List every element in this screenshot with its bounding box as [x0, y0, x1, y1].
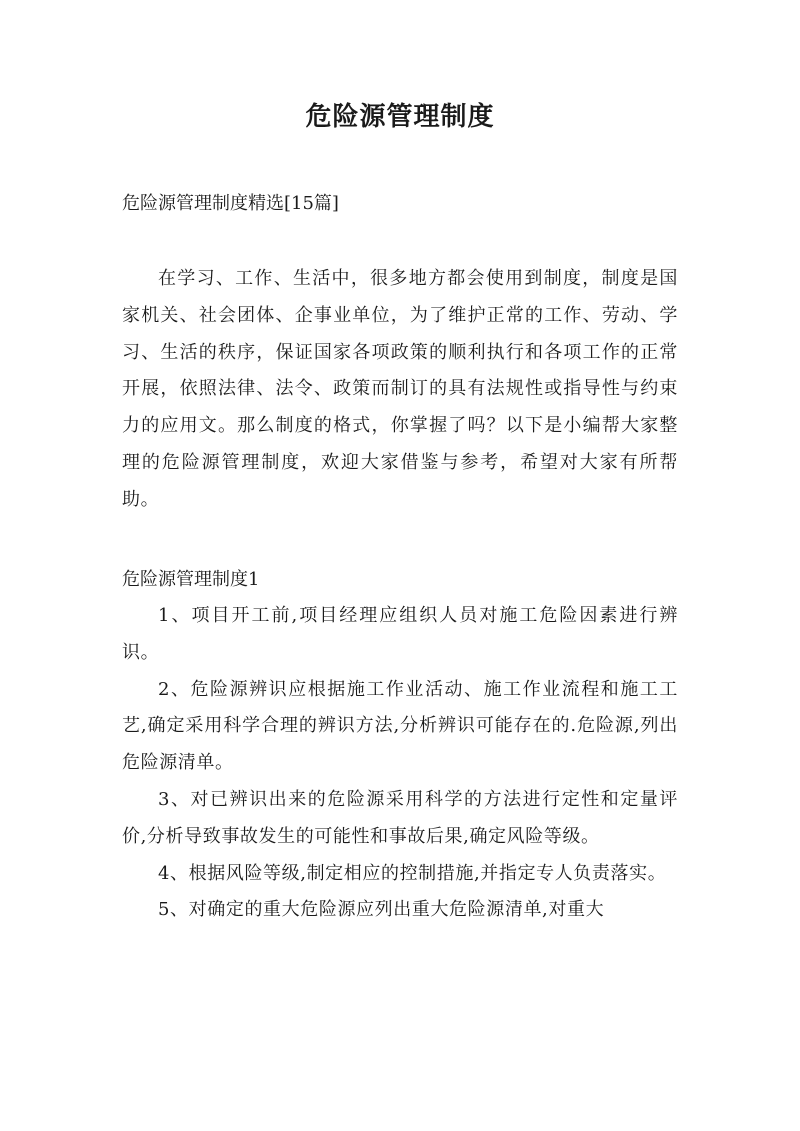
- section-heading: 危险源管理制度1: [122, 569, 260, 590]
- list-item: 5、对确定的重大危险源应列出重大危险源清单,对重大: [158, 899, 605, 921]
- intro-paragraph: 在学习、工作、生活中，很多地方都会使用到制度，制度是国家机关、社会团体、企事业单位，为了维护正常的工作、劳动、学习、生活的秩序，保证国家各项政策的顺利执行和各项工作的正常开展，依照法律、法令、政策而制订的具有法规性或指导性与约束力的应用文。那么制度的格式，你掌握了吗？以下是小编帮大家整理的危险源管理制度，欢迎大家借鉴与参考，希望对大家有所帮助。: [122, 268, 678, 510]
- list-item: 3、对已辨识出来的危险源采用科学的方法进行定性和定量评价,分析导致事故发生的可能性和事故后果,确定风险等级。: [122, 788, 678, 847]
- document-subtitle: 危险源管理制度精选[15篇]: [122, 193, 339, 214]
- document-title: 危险源管理制度: [305, 102, 495, 132]
- list-item: 1、项目开工前,项目经理应组织人员对施工危险因素进行辨识。: [122, 605, 678, 663]
- list-item: 4、根据风险等级,制定相应的控制措施,并指定专人负责落实。: [158, 862, 667, 884]
- section-1: [122, 566, 678, 929]
- list-item: 2、危险源辨识应根据施工作业活动、施工作业流程和施工工艺,确定采用科学合理的辨识方法,分析辨识可能存在的.危险源,列出危险源清单。: [122, 678, 678, 774]
